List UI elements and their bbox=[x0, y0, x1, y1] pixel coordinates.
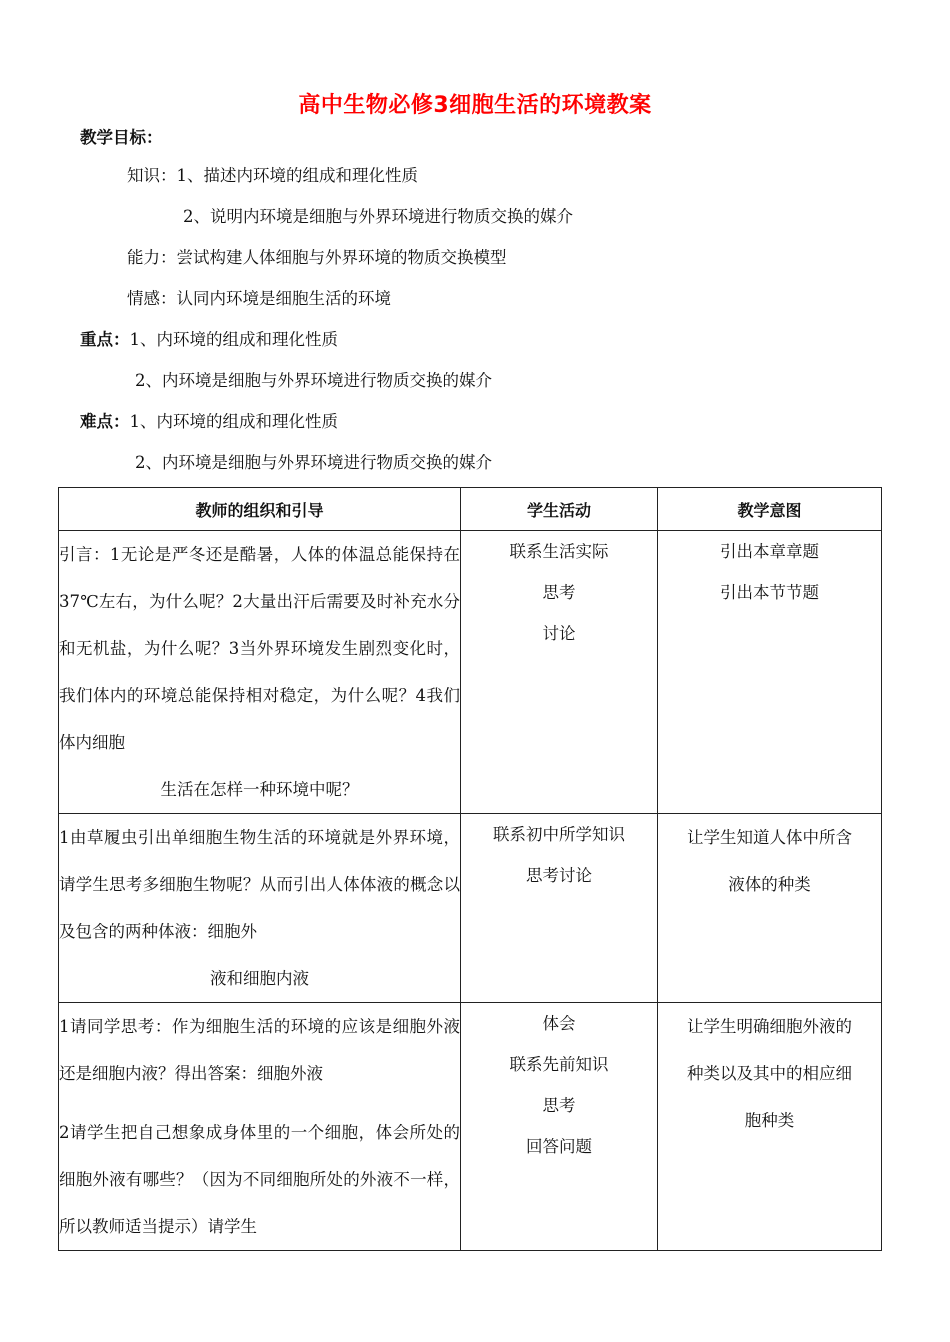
student-cell bbox=[461, 814, 658, 1003]
difficult-points-label: 难点： bbox=[80, 412, 130, 431]
teacher-text-tail: 液和细胞内液 bbox=[210, 969, 309, 988]
objective-knowledge-1: 知识：1、描述内环境的组成和理化性质 bbox=[127, 166, 418, 185]
teacher-cell bbox=[59, 531, 461, 814]
student-activity: 联系初中所学知识 bbox=[493, 825, 625, 844]
difficult-points-line-1 bbox=[80, 408, 338, 432]
page-title: 高中生物必修3细胞生活的环境教案 bbox=[298, 93, 652, 118]
header-intent: 教学意图 bbox=[658, 488, 882, 531]
student-activity: 联系先前知识 bbox=[509, 1055, 609, 1074]
student-cell bbox=[461, 1003, 658, 1251]
student-activity: 思考 bbox=[542, 1096, 576, 1115]
difficult-point-1: 1、内环境的组成和理化性质 bbox=[129, 412, 338, 431]
intent-cell bbox=[658, 1003, 882, 1251]
objective-emotion: 情感：认同内环境是细胞生活的环境 bbox=[127, 289, 391, 308]
intent-text: 让学生明确细胞外液的 bbox=[687, 1017, 852, 1036]
lesson-table bbox=[58, 487, 882, 1251]
student-cell bbox=[461, 531, 658, 814]
table-row bbox=[59, 531, 882, 814]
intent-text: 液体的种类 bbox=[728, 875, 811, 894]
objective-ability: 能力：尝试构建人体细胞与外界环境的物质交换模型 bbox=[127, 248, 507, 267]
teacher-text-tail: 生活在怎样一种环境中呢？ bbox=[160, 780, 359, 799]
student-activity: 回答问题 bbox=[526, 1137, 592, 1156]
intent-text: 胞种类 bbox=[744, 1111, 795, 1130]
intent-text: 让学生知道人体中所含 bbox=[687, 828, 852, 847]
teacher-cell bbox=[59, 814, 461, 1003]
teacher-text: 1由草履虫引出单细胞生物生活的环境就是外界环境，请学生思考多细胞生物呢？从而引出人体体液的概念以及包含的两种体液：细胞外 bbox=[59, 828, 460, 941]
student-activity: 思考讨论 bbox=[526, 866, 592, 885]
intent-text: 引出本章章题 bbox=[720, 542, 819, 561]
teacher-text: 引言：1无论是严冬还是酷暑，人体的体温总能保持在37℃左右，为什么呢？2大量出汗后需要及时补充水分和无机盐，为什么呢？3当外界环境发生剧烈变化时，我们体内的环境总能保持相对稳定，为什么呢？4我们体内细胞 bbox=[59, 545, 460, 752]
table-row bbox=[59, 1003, 882, 1251]
teacher-text: 1请同学思考：作为细胞生活的环境的应该是细胞外液还是细胞内液？得出答案：细胞外液 bbox=[59, 1017, 460, 1083]
student-activity: 讨论 bbox=[542, 624, 576, 643]
header-student: 学生活动 bbox=[461, 488, 658, 531]
student-activity: 思考 bbox=[542, 583, 576, 602]
header-teacher: 教师的组织和引导 bbox=[59, 488, 461, 531]
intent-cell bbox=[658, 814, 882, 1003]
objectives-heading: 教学目标： bbox=[80, 128, 163, 147]
table-header-row bbox=[59, 488, 882, 531]
student-activity: 联系生活实际 bbox=[509, 542, 609, 561]
teacher-text: 2请学生把自己想象成身体里的一个细胞，体会所处的细胞外液有哪些？（因为不同细胞所处的外液不一样，所以教师适当提示）请学生 bbox=[59, 1123, 460, 1236]
key-point-2: 2、内环境是细胞与外界环境进行物质交换的媒介 bbox=[135, 371, 492, 390]
intent-text: 种类以及其中的相应细 bbox=[687, 1064, 852, 1083]
objective-knowledge-2: 2、说明内环境是细胞与外界环境进行物质交换的媒介 bbox=[183, 207, 573, 226]
table-row bbox=[59, 814, 882, 1003]
intent-cell bbox=[658, 531, 882, 814]
teacher-cell bbox=[59, 1003, 461, 1251]
key-points-label: 重点： bbox=[80, 330, 130, 349]
key-point-1: 1、内环境的组成和理化性质 bbox=[129, 330, 338, 349]
intent-text: 引出本节节题 bbox=[720, 583, 819, 602]
key-points-line-1 bbox=[80, 326, 338, 350]
difficult-point-2: 2、内环境是细胞与外界环境进行物质交换的媒介 bbox=[135, 453, 492, 472]
student-activity: 体会 bbox=[542, 1014, 576, 1033]
